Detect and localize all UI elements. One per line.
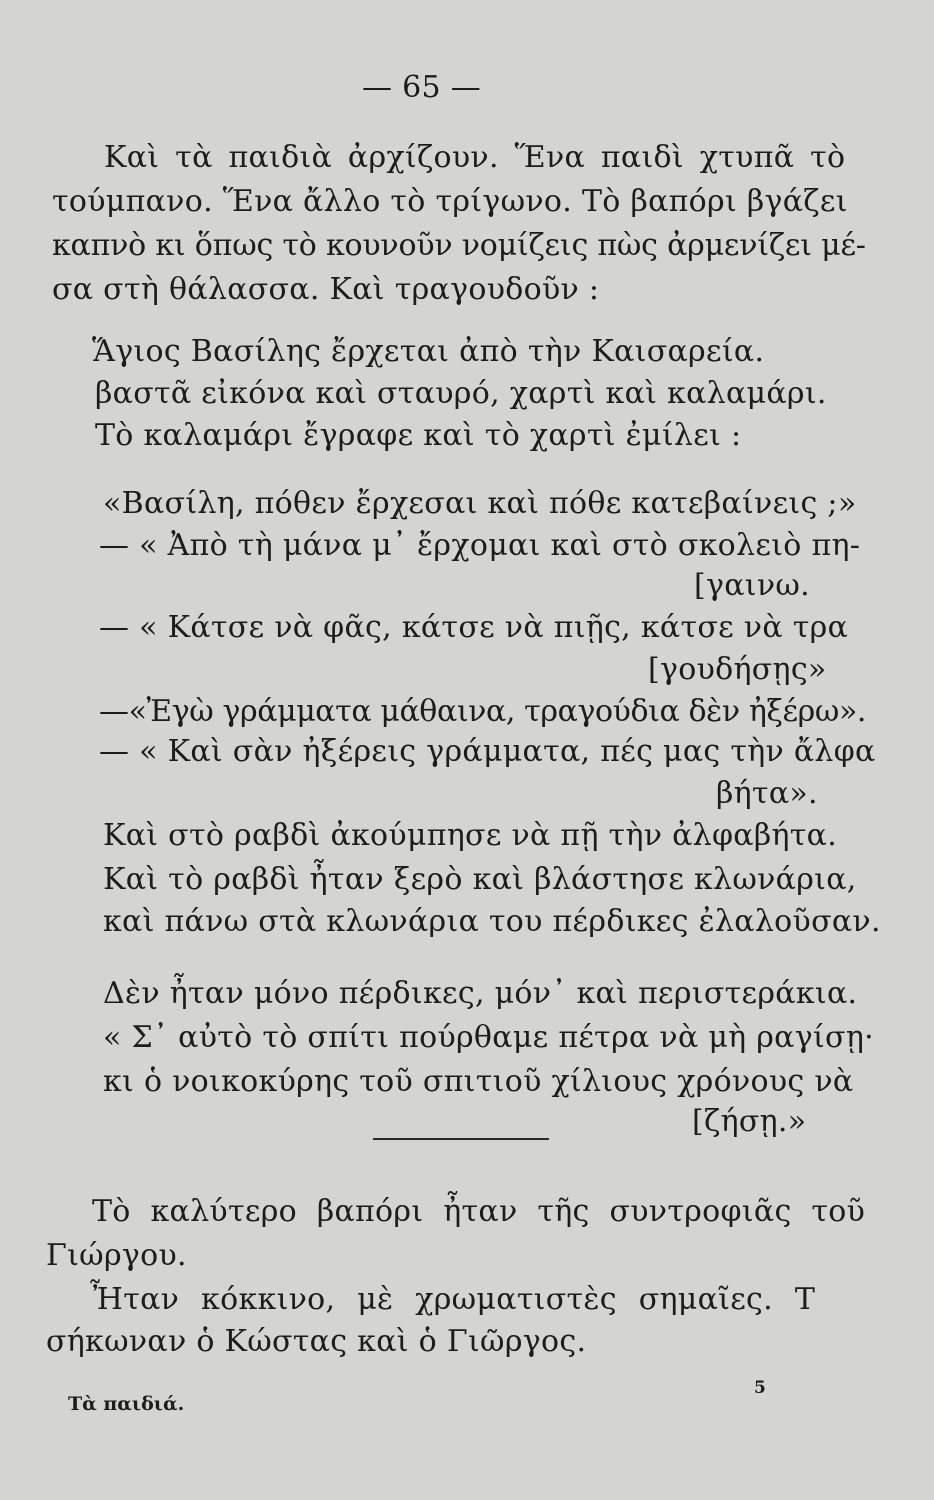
dialogue-line-continuation: [γουδήσῃς» [648, 652, 827, 687]
dialogue-line: — « Κάτσε νὰ φᾶς, κάτσε νὰ πιῇς, κάτσε νὰ τρα [99, 610, 849, 645]
verse-line: κι ὁ νοικοκύρης τοῦ σπιτιοῦ χίλιους χρόνους νὰ [103, 1064, 854, 1099]
text-line: τούμπανο. Ἕνα ἄλλο τὸ τρίγωνο. Τὸ βαπόρι βγάζει [52, 184, 848, 219]
page-number: — 65 — [362, 70, 482, 105]
dialogue-line: — « Ἀπὸ τὴ μάνα μ᾽ ἔρχομαι καὶ στὸ σκολειὸ πη- [99, 528, 861, 563]
verse-line-continuation: [ζήσῃ.» [692, 1104, 807, 1139]
section-divider [373, 1138, 549, 1140]
footer-title: Τὰ παιδιά. [68, 1393, 185, 1415]
verse-line: Δὲν ἦταν μόνο πέρδικες, μόν᾽ καὶ περιστεράκια. [103, 976, 858, 1011]
verse-line: « Σ᾽ αὐτὸ τὸ σπίτι πούρθαμε πέτρα νὰ μὴ ραγίσῃ· [103, 1020, 874, 1055]
verse-line: Ἅγιος Βασίλης ἔρχεται ἀπὸ τὴν Καισαρεία. [92, 334, 765, 369]
signature-mark: 5 [754, 1378, 766, 1398]
text-line: Ἦταν κόκκινο, μὲ χρωματιστὲς σημαῖες. Τ [90, 1282, 816, 1317]
dialogue-line: — « Καὶ σὰν ἠξέρεις γράμματα, πές μας τὴν ἄλφα [99, 734, 876, 769]
text-line: σα στὴ θάλασσα. Καὶ τραγουδοῦν : [52, 272, 600, 307]
verse-line: Τὸ καλαμάρι ἔγραφε καὶ τὸ χαρτὶ ἐμίλει : [95, 418, 742, 453]
verse-line: Καὶ στὸ ραβδὶ ἀκούμπησε νὰ πῇ τὴν ἀλφαβήτα. [103, 818, 838, 853]
text-line: καπνὸ κι ὅπως τὸ κουνοῦν νομίζεις πὼς ἀρμενίζει μέ- [52, 228, 866, 263]
verse-line: καὶ πάνω στὰ κλωνάρια του πέρδικες ἐλαλοῦσαν. [103, 904, 881, 939]
verse-line: βαστᾶ εἰκόνα καὶ σταυρό, χαρτὶ καὶ καλαμάρι. [95, 376, 827, 411]
text-line: σήκωναν ὁ Κώστας καὶ ὁ Γιῶργος. [46, 1324, 587, 1359]
verse-line: Καὶ τὸ ραβδὶ ἦταν ξερὸ καὶ βλάστησε κλωνάρια, [103, 862, 857, 897]
dialogue-line: «Βασίλη, πόθεν ἔρχεσαι καὶ πόθε κατεβαίνεις ;» [103, 486, 857, 521]
dialogue-line-continuation: βήτα». [716, 776, 818, 811]
text-line: Τὸ καλύτερο βαπόρι ἦταν τῆς συντροφιᾶς τοῦ [92, 1194, 866, 1229]
dialogue-line: —«Ἐγὼ γράμματα μάθαινα, τραγούδια δὲν ἠξέρω». [99, 694, 867, 729]
dialogue-line-continuation: [γαινω. [694, 568, 810, 603]
text-line: Γιώργου. [46, 1238, 187, 1273]
text-line: Καὶ τὰ παιδιὰ ἀρχίζουν. Ἕνα παιδὶ χτυπᾶ τὸ [104, 140, 846, 175]
